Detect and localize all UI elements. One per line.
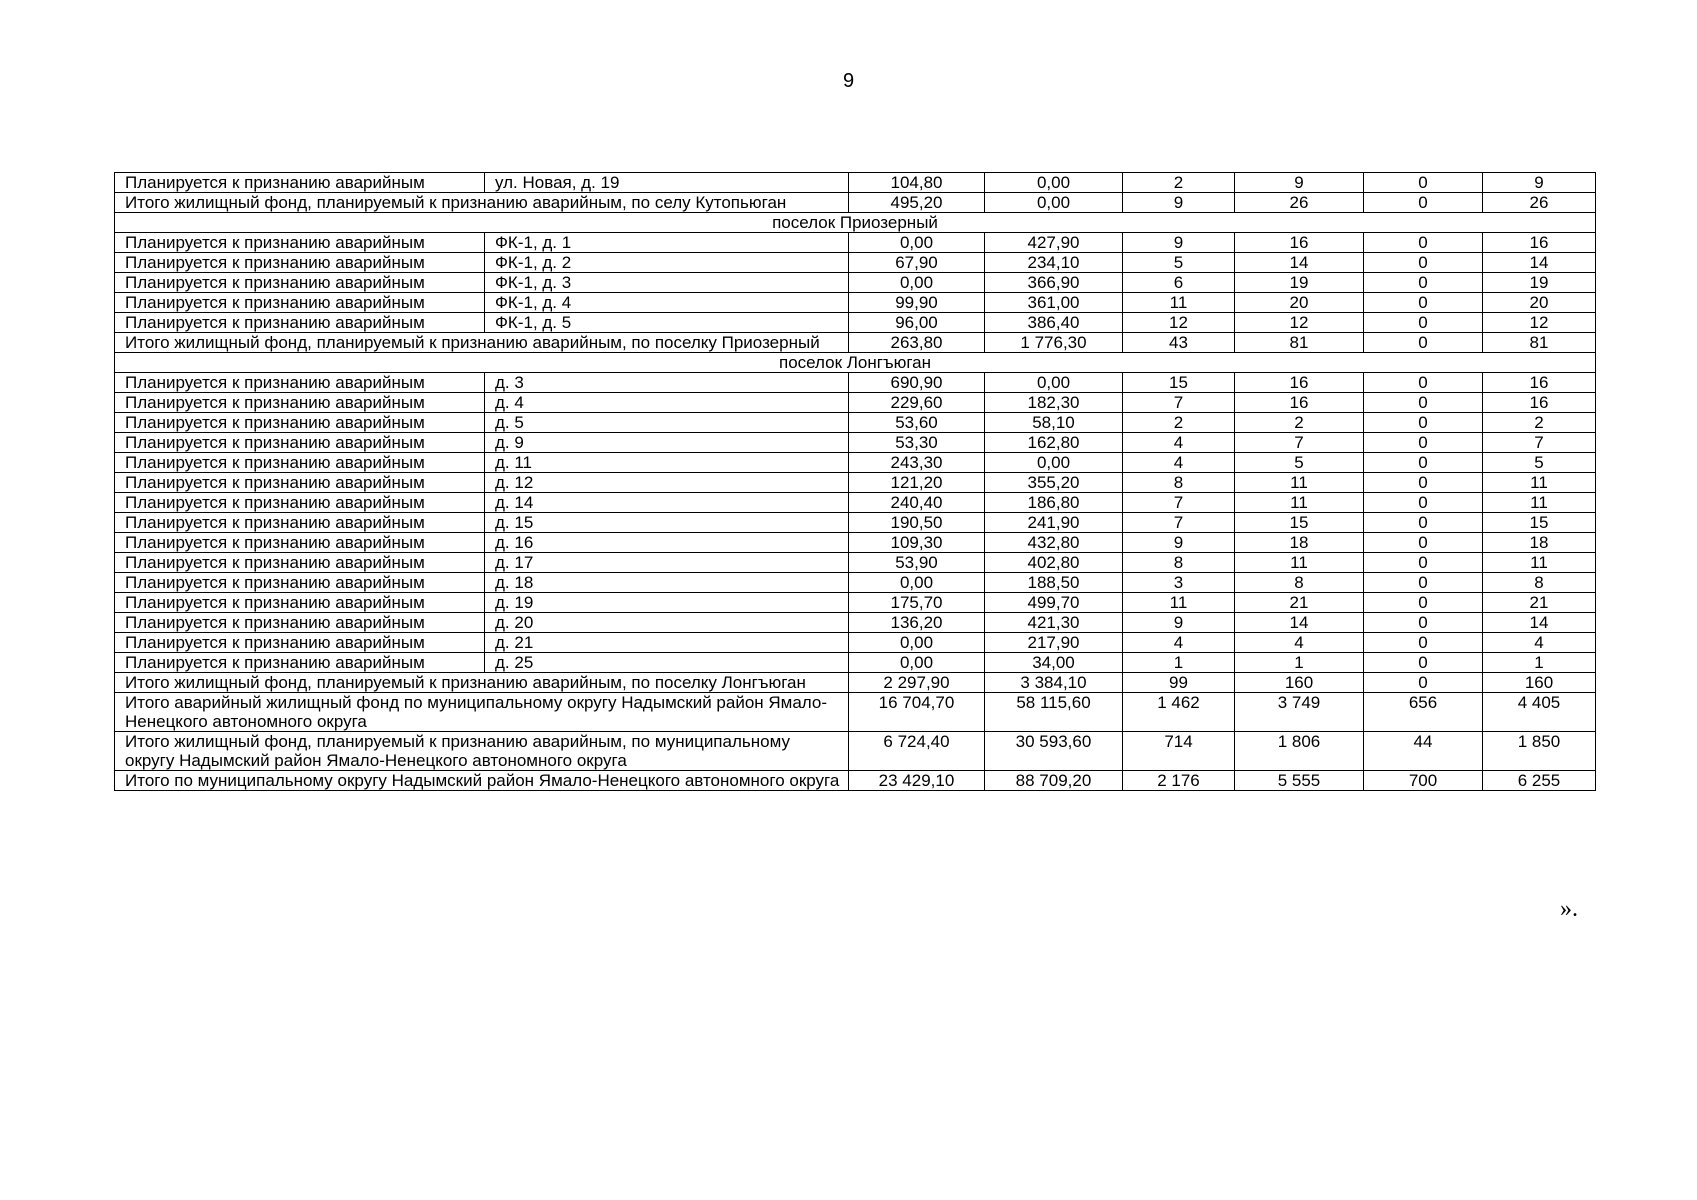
value-cell: 366,90 <box>985 273 1123 293</box>
total-label: Итого жилищный фонд, планируемый к признанию аварийным, по поселку Лонгъюган <box>115 673 849 693</box>
value-cell: 20 <box>1483 293 1596 313</box>
value-cell: 0 <box>1364 173 1483 193</box>
row-address: д. 21 <box>485 633 849 653</box>
value-cell: 53,30 <box>849 433 985 453</box>
total-value-cell: 43 <box>1123 333 1235 353</box>
row-label: Планируется к признанию аварийным <box>115 533 485 553</box>
value-cell: 8 <box>1123 553 1235 573</box>
value-cell: 14 <box>1235 613 1364 633</box>
table-row <box>115 473 1596 493</box>
value-cell: 229,60 <box>849 393 985 413</box>
value-cell: 5 <box>1235 453 1364 473</box>
value-cell: 0 <box>1364 313 1483 333</box>
value-cell: 8 <box>1123 473 1235 493</box>
total-row <box>115 771 1596 791</box>
value-cell: 690,90 <box>849 373 985 393</box>
row-label: Планируется к признанию аварийным <box>115 553 485 573</box>
value-cell: 7 <box>1235 433 1364 453</box>
value-cell: 0 <box>1364 573 1483 593</box>
value-cell: 190,50 <box>849 513 985 533</box>
total-value-cell: 81 <box>1235 333 1364 353</box>
table-row <box>115 453 1596 473</box>
value-cell: 240,40 <box>849 493 985 513</box>
value-cell: 8 <box>1235 573 1364 593</box>
value-cell: 9 <box>1123 613 1235 633</box>
value-cell: 4 <box>1235 633 1364 653</box>
row-label: Планируется к признанию аварийным <box>115 613 485 633</box>
row-label: Планируется к признанию аварийным <box>115 473 485 493</box>
total-label: Итого жилищный фонд, планируемый к признанию аварийным, по селу Кутопьюган <box>115 193 849 213</box>
value-cell: 16 <box>1235 373 1364 393</box>
total-value-cell: 23 429,10 <box>849 771 985 791</box>
table-row <box>115 653 1596 673</box>
total-value-cell: 2 176 <box>1123 771 1235 791</box>
table-row <box>115 533 1596 553</box>
value-cell: 7 <box>1123 493 1235 513</box>
row-address: д. 25 <box>485 653 849 673</box>
row-address: д. 19 <box>485 593 849 613</box>
value-cell: 11 <box>1235 473 1364 493</box>
total-value-cell: 714 <box>1123 732 1235 771</box>
table-row <box>115 253 1596 273</box>
value-cell: 15 <box>1483 513 1596 533</box>
total-value-cell: 0 <box>1364 193 1483 213</box>
value-cell: 20 <box>1235 293 1364 313</box>
value-cell: 9 <box>1235 173 1364 193</box>
total-value-cell: 263,80 <box>849 333 985 353</box>
table-row <box>115 493 1596 513</box>
row-address: д. 18 <box>485 573 849 593</box>
value-cell: 7 <box>1123 513 1235 533</box>
value-cell: 0,00 <box>849 233 985 253</box>
value-cell: 2 <box>1483 413 1596 433</box>
row-label: Планируется к признанию аварийным <box>115 253 485 273</box>
value-cell: 21 <box>1235 593 1364 613</box>
total-value-cell: 0 <box>1364 673 1483 693</box>
value-cell: 6 <box>1123 273 1235 293</box>
row-address: ФК-1, д. 1 <box>485 233 849 253</box>
total-value-cell: 6 724,40 <box>849 732 985 771</box>
value-cell: 0 <box>1364 433 1483 453</box>
value-cell: 18 <box>1483 533 1596 553</box>
row-address: д. 15 <box>485 513 849 533</box>
value-cell: 182,30 <box>985 393 1123 413</box>
value-cell: 16 <box>1483 233 1596 253</box>
value-cell: 5 <box>1483 453 1596 473</box>
total-value-cell: 2 297,90 <box>849 673 985 693</box>
value-cell: 19 <box>1235 273 1364 293</box>
total-value-cell: 9 <box>1123 193 1235 213</box>
value-cell: 188,50 <box>985 573 1123 593</box>
value-cell: 4 <box>1123 633 1235 653</box>
total-value-cell: 58 115,60 <box>985 693 1123 732</box>
row-address: ул. Новая, д. 19 <box>485 173 849 193</box>
value-cell: 9 <box>1123 233 1235 253</box>
table-row <box>115 373 1596 393</box>
value-cell: 67,90 <box>849 253 985 273</box>
row-address: ФК-1, д. 2 <box>485 253 849 273</box>
value-cell: 0,00 <box>985 453 1123 473</box>
value-cell: 16 <box>1235 233 1364 253</box>
value-cell: 355,20 <box>985 473 1123 493</box>
table-row <box>115 433 1596 453</box>
value-cell: 7 <box>1483 433 1596 453</box>
row-label: Планируется к признанию аварийным <box>115 313 485 333</box>
value-cell: 186,80 <box>985 493 1123 513</box>
row-address: ФК-1, д. 3 <box>485 273 849 293</box>
row-label: Планируется к признанию аварийным <box>115 493 485 513</box>
value-cell: 11 <box>1483 473 1596 493</box>
total-value-cell: 0,00 <box>985 193 1123 213</box>
row-label: Планируется к признанию аварийным <box>115 373 485 393</box>
value-cell: 99,90 <box>849 293 985 313</box>
value-cell: 21 <box>1483 593 1596 613</box>
value-cell: 9 <box>1123 533 1235 553</box>
row-label: Планируется к признанию аварийным <box>115 513 485 533</box>
row-address: д. 4 <box>485 393 849 413</box>
row-label: Планируется к признанию аварийным <box>115 573 485 593</box>
value-cell: 1 <box>1123 653 1235 673</box>
total-value-cell: 88 709,20 <box>985 771 1123 791</box>
row-label: Планируется к признанию аварийным <box>115 593 485 613</box>
table-row <box>115 593 1596 613</box>
total-label: Итого по муниципальному округу Надымский район Ямало-Ненецкого автономного округа <box>115 771 849 791</box>
total-value-cell: 4 405 <box>1483 693 1596 732</box>
total-row <box>115 193 1596 213</box>
value-cell: 0 <box>1364 633 1483 653</box>
row-label: Планируется к признанию аварийным <box>115 173 485 193</box>
total-value-cell: 3 384,10 <box>985 673 1123 693</box>
value-cell: 0 <box>1364 233 1483 253</box>
total-value-cell: 1 806 <box>1235 732 1364 771</box>
total-value-cell: 0 <box>1364 333 1483 353</box>
row-label: Планируется к признанию аварийным <box>115 293 485 313</box>
value-cell: 58,10 <box>985 413 1123 433</box>
value-cell: 0,00 <box>849 633 985 653</box>
value-cell: 432,80 <box>985 533 1123 553</box>
value-cell: 0 <box>1364 493 1483 513</box>
table-row <box>115 633 1596 653</box>
total-row <box>115 732 1596 771</box>
value-cell: 0 <box>1364 513 1483 533</box>
value-cell: 0 <box>1364 533 1483 553</box>
value-cell: 4 <box>1123 433 1235 453</box>
value-cell: 15 <box>1123 373 1235 393</box>
value-cell: 11 <box>1483 553 1596 573</box>
value-cell: 104,80 <box>849 173 985 193</box>
table-row <box>115 233 1596 253</box>
value-cell: 0 <box>1364 273 1483 293</box>
value-cell: 421,30 <box>985 613 1123 633</box>
value-cell: 402,80 <box>985 553 1123 573</box>
row-address: д. 14 <box>485 493 849 513</box>
table-row <box>115 273 1596 293</box>
table-row <box>115 613 1596 633</box>
total-value-cell: 1 462 <box>1123 693 1235 732</box>
value-cell: 53,90 <box>849 553 985 573</box>
value-cell: 361,00 <box>985 293 1123 313</box>
value-cell: 12 <box>1483 313 1596 333</box>
page-number: 9 <box>842 70 855 92</box>
value-cell: 12 <box>1123 313 1235 333</box>
row-address: д. 17 <box>485 553 849 573</box>
total-label: Итого аварийный жилищный фонд по муниципальному округу Надымский район Ямало-Ненецкого автономного округа <box>115 693 849 732</box>
table-row <box>115 293 1596 313</box>
value-cell: 11 <box>1483 493 1596 513</box>
value-cell: 162,80 <box>985 433 1123 453</box>
table-row <box>115 413 1596 433</box>
row-label: Планируется к признанию аварийным <box>115 233 485 253</box>
value-cell: 1 <box>1483 653 1596 673</box>
value-cell: 0 <box>1364 613 1483 633</box>
table-row <box>115 513 1596 533</box>
value-cell: 7 <box>1123 393 1235 413</box>
value-cell: 136,20 <box>849 613 985 633</box>
value-cell: 109,30 <box>849 533 985 553</box>
value-cell: 11 <box>1235 553 1364 573</box>
value-cell: 0 <box>1364 393 1483 413</box>
value-cell: 9 <box>1483 173 1596 193</box>
total-value-cell: 1 776,30 <box>985 333 1123 353</box>
total-label: Итого жилищный фонд, планируемый к признанию аварийным, по поселку Приозерный <box>115 333 849 353</box>
row-address: д. 12 <box>485 473 849 493</box>
value-cell: 4 <box>1483 633 1596 653</box>
total-value-cell: 30 593,60 <box>985 732 1123 771</box>
section-title: поселок Приозерный <box>115 213 1596 233</box>
value-cell: 241,90 <box>985 513 1123 533</box>
total-value-cell: 700 <box>1364 771 1483 791</box>
value-cell: 499,70 <box>985 593 1123 613</box>
table-row <box>115 553 1596 573</box>
value-cell: 15 <box>1235 513 1364 533</box>
total-value-cell: 160 <box>1235 673 1364 693</box>
row-label: Планируется к признанию аварийным <box>115 413 485 433</box>
row-label: Планируется к признанию аварийным <box>115 653 485 673</box>
value-cell: 4 <box>1123 453 1235 473</box>
value-cell: 16 <box>1483 373 1596 393</box>
total-value-cell: 26 <box>1235 193 1364 213</box>
value-cell: 34,00 <box>985 653 1123 673</box>
value-cell: 14 <box>1483 613 1596 633</box>
value-cell: 12 <box>1235 313 1364 333</box>
row-address: ФК-1, д. 5 <box>485 313 849 333</box>
value-cell: 14 <box>1483 253 1596 273</box>
table-row <box>115 173 1596 193</box>
housing-fund-table <box>114 172 1596 791</box>
value-cell: 11 <box>1123 593 1235 613</box>
row-label: Планируется к признанию аварийным <box>115 633 485 653</box>
row-label: Планируется к признанию аварийным <box>115 273 485 293</box>
total-value-cell: 6 255 <box>1483 771 1596 791</box>
row-address: д. 3 <box>485 373 849 393</box>
value-cell: 0 <box>1364 293 1483 313</box>
value-cell: 11 <box>1235 493 1364 513</box>
section-header-row <box>115 353 1596 373</box>
value-cell: 14 <box>1235 253 1364 273</box>
value-cell: 11 <box>1123 293 1235 313</box>
total-value-cell: 16 704,70 <box>849 693 985 732</box>
value-cell: 0 <box>1364 373 1483 393</box>
value-cell: 243,30 <box>849 453 985 473</box>
value-cell: 1 <box>1235 653 1364 673</box>
row-address: ФК-1, д. 4 <box>485 293 849 313</box>
value-cell: 0,00 <box>849 653 985 673</box>
value-cell: 0 <box>1364 453 1483 473</box>
value-cell: 16 <box>1483 393 1596 413</box>
table-row <box>115 573 1596 593</box>
row-address: д. 9 <box>485 433 849 453</box>
value-cell: 0,00 <box>849 273 985 293</box>
total-value-cell: 99 <box>1123 673 1235 693</box>
row-label: Планируется к признанию аварийным <box>115 453 485 473</box>
total-row <box>115 333 1596 353</box>
total-value-cell: 1 850 <box>1483 732 1596 771</box>
total-value-cell: 495,20 <box>849 193 985 213</box>
table-row <box>115 393 1596 413</box>
value-cell: 0 <box>1364 413 1483 433</box>
total-value-cell: 3 749 <box>1235 693 1364 732</box>
value-cell: 53,60 <box>849 413 985 433</box>
section-title: поселок Лонгъюган <box>115 353 1596 373</box>
value-cell: 121,20 <box>849 473 985 493</box>
total-value-cell: 81 <box>1483 333 1596 353</box>
row-address: д. 16 <box>485 533 849 553</box>
value-cell: 16 <box>1235 393 1364 413</box>
total-row <box>115 673 1596 693</box>
total-value-cell: 160 <box>1483 673 1596 693</box>
row-label: Планируется к признанию аварийным <box>115 433 485 453</box>
total-value-cell: 656 <box>1364 693 1483 732</box>
value-cell: 0 <box>1364 253 1483 273</box>
section-header-row <box>115 213 1596 233</box>
closing-quote-mark: ». <box>1560 896 1578 922</box>
table-row <box>115 313 1596 333</box>
table-body <box>115 173 1596 791</box>
row-address: д. 11 <box>485 453 849 473</box>
value-cell: 3 <box>1123 573 1235 593</box>
value-cell: 427,90 <box>985 233 1123 253</box>
value-cell: 175,70 <box>849 593 985 613</box>
value-cell: 0 <box>1364 593 1483 613</box>
value-cell: 0 <box>1364 473 1483 493</box>
value-cell: 217,90 <box>985 633 1123 653</box>
value-cell: 96,00 <box>849 313 985 333</box>
row-address: д. 5 <box>485 413 849 433</box>
value-cell: 18 <box>1235 533 1364 553</box>
total-value-cell: 5 555 <box>1235 771 1364 791</box>
value-cell: 8 <box>1483 573 1596 593</box>
value-cell: 386,40 <box>985 313 1123 333</box>
total-value-cell: 26 <box>1483 193 1596 213</box>
value-cell: 234,10 <box>985 253 1123 273</box>
total-label: Итого жилищный фонд, планируемый к признанию аварийным, по муниципальному округу Надымский район Ямало-Ненецкого автономного округа <box>115 732 849 771</box>
value-cell: 0,00 <box>985 373 1123 393</box>
value-cell: 0,00 <box>849 573 985 593</box>
value-cell: 0 <box>1364 653 1483 673</box>
value-cell: 5 <box>1123 253 1235 273</box>
total-row <box>115 693 1596 732</box>
value-cell: 19 <box>1483 273 1596 293</box>
value-cell: 2 <box>1123 173 1235 193</box>
row-label: Планируется к признанию аварийным <box>115 393 485 413</box>
value-cell: 0,00 <box>985 173 1123 193</box>
value-cell: 0 <box>1364 553 1483 573</box>
value-cell: 2 <box>1235 413 1364 433</box>
value-cell: 2 <box>1123 413 1235 433</box>
row-address: д. 20 <box>485 613 849 633</box>
total-value-cell: 44 <box>1364 732 1483 771</box>
